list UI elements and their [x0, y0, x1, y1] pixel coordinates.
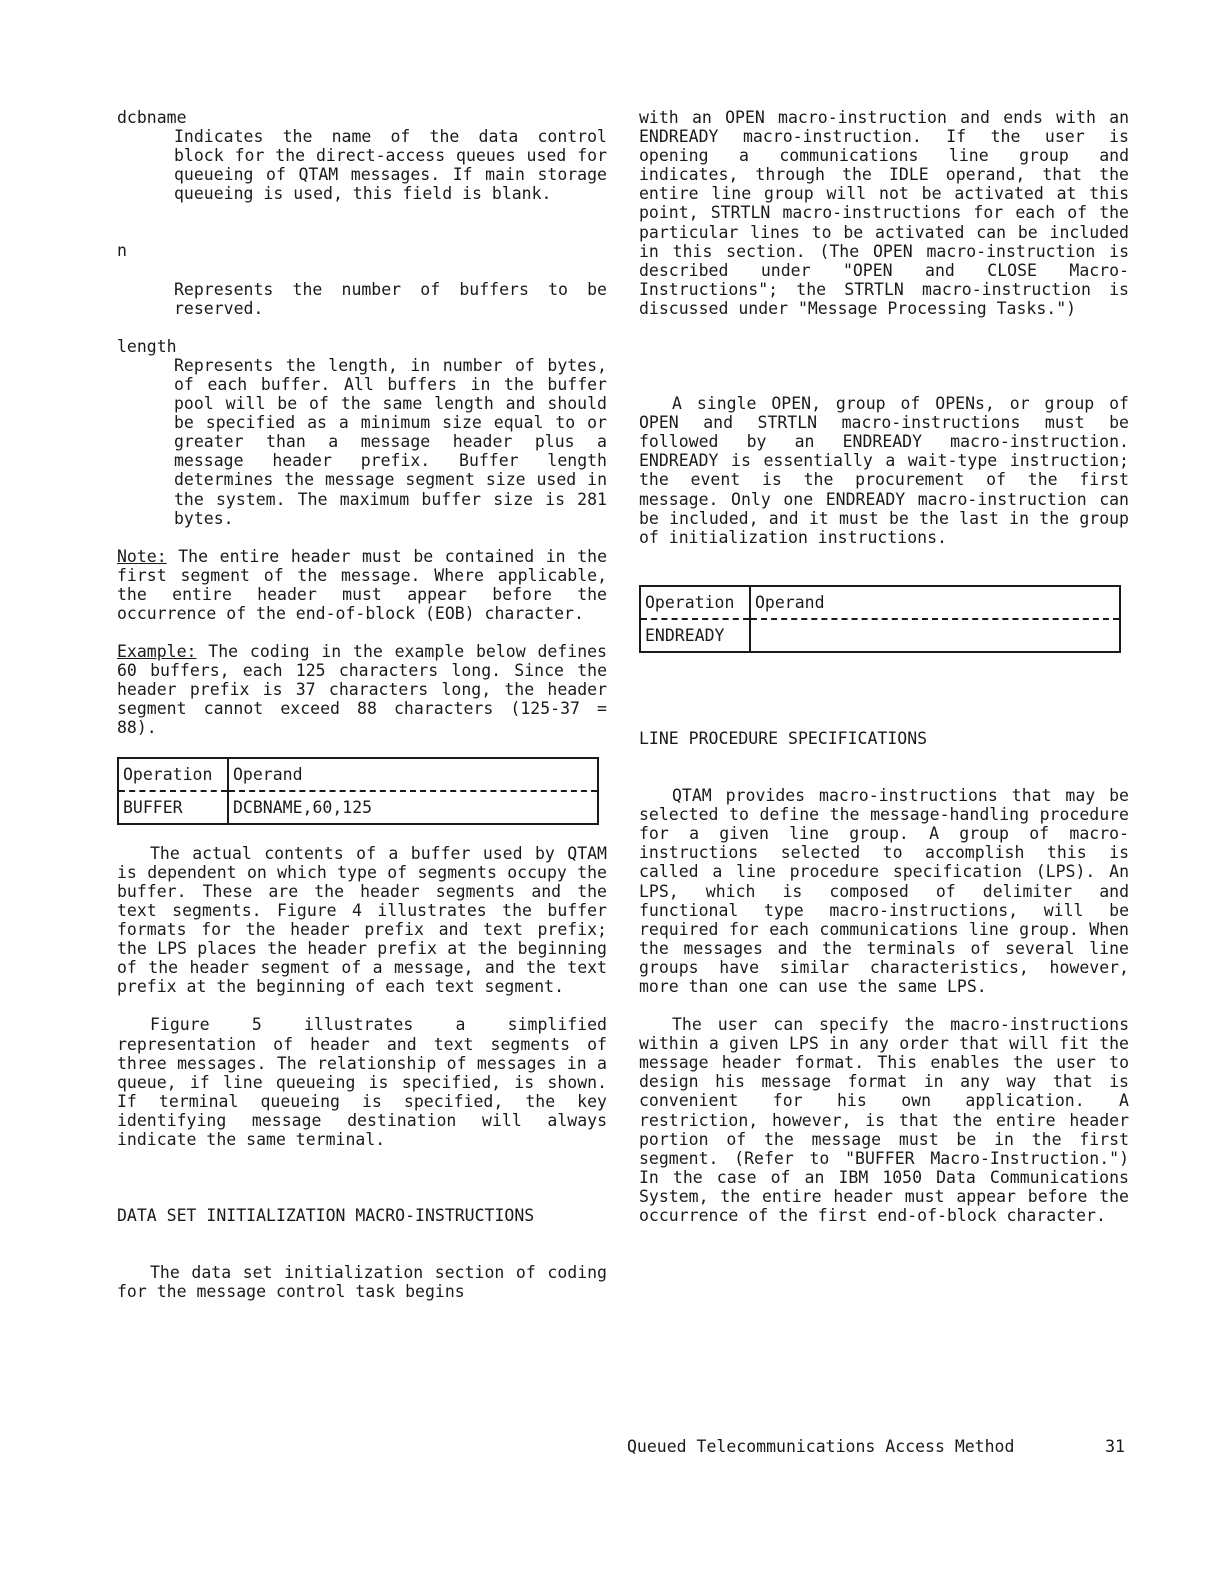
right-column [639, 108, 1129, 1225]
section-heading-data-set-initialization: DATA SET INITIALIZATION MACRO-INSTRUCTIONS [117, 1206, 535, 1226]
example-label: Example: [117, 642, 197, 662]
table-cell-operation: ENDREADY [645, 625, 725, 645]
table-cell-operand [750, 619, 1120, 652]
table-header-operation: Operation [640, 586, 750, 619]
buffer-table [117, 757, 599, 825]
left-column [117, 108, 607, 1301]
note-text: The entire header must be contained in the first segment of the message. Where applicable, the entire header must appear before the occurrence of the end-of-block (EOB) character. [117, 546, 607, 623]
paragraph-open-endready: with an OPEN macro-instruction and ends with an ENDREADY macro-instruction. If the user is opening a communications line group and indicates, through the IDLE operand, that the entire line group will not be activated at this point, STRTLN macro-instructions for each of the particular lines to be activated can be included in this section. (The OPEN macro-instruction is described under "OPEN and CLOSE Macro-Instructions"; the STRTLN macro-instruction is discussed under "Message Processing Tasks.") [639, 108, 1129, 318]
note-paragraph [117, 547, 607, 623]
example-text: The coding in the example below defines 60 buffers, each 125 characters long. Since the header prefix is 37 characters long, the header segment cannot exceed 88 characters (125-37 = 88). [117, 642, 607, 738]
paragraph-data-set-initialization: The data set initialization section of coding for the message control task begins [117, 1263, 607, 1302]
table-header-operation: Operation [118, 758, 228, 791]
definition-length: Represents the length, in number of bytes, of each buffer. All buffers in the buffer pool will be of the same length and should be specified as a minimum size equal to or greater than a message header plus a message header prefix. Buffer length determines the message segment size used in the system. The maximum buffer size is 281 bytes. [174, 355, 607, 528]
paragraph-buffer-contents: The actual contents of a buffer used by QTAM is dependent on which type of segments occupy the buffer. These are the header segments and the text segments. Figure 4 illustrates the buffer formats for the header prefix and text prefix; the LPS places the header prefix at the beginning of the header segment of a message, and the text prefix at the beginning of each text segment. [117, 843, 607, 997]
table-header-operand: Operand [228, 758, 598, 791]
paragraph-user-specify: The user can specify the macro-instructions within a given LPS in any order that will fit the message header format. This enables the user to design his message format in any way that is convenient for his own application. A restriction, however, is that the entire header portion of the message must be in the first segment. (Refer to "BUFFER Macro-Instruction.") In the case of an IBM 1050 Data Communications System, the entire header must appear before the occurrence of the first end-of-block character. [639, 1015, 1129, 1226]
footer-title: Queued Telecommunications Access Method [627, 1437, 1015, 1456]
example-paragraph [117, 642, 607, 737]
term-dcbname: dcbname [117, 108, 187, 127]
term-n: n [117, 241, 127, 261]
section-heading-line-procedure: LINE PROCEDURE SPECIFICATIONS [639, 728, 928, 748]
definition-dcbname: Indicates the name of the data control block for the direct-access queues used for queueing of QTAM messages. If main storage queueing is used, this field is blank. [174, 127, 607, 204]
definition-n: Represents the number of buffers to be reserved. [174, 279, 607, 318]
page-footer [627, 1437, 1125, 1456]
page-number: 31 [1105, 1437, 1125, 1456]
term-length: length [117, 336, 177, 356]
table-cell-operand: DCBNAME,60,125 [228, 791, 598, 824]
paragraph-figure-5: Figure 5 illustrates a simplified representation of header and text segments of three messages. The relationship of messages in a queue, if line queueing is specified, is shown. If terminal queueing is specified, the key identifying message destination will always indicate the same terminal. [117, 1015, 607, 1150]
note-label: Note: [117, 546, 167, 566]
paragraph-single-open: A single OPEN, group of OPENs, or group of OPEN and STRTLN macro-instructions must be followed by an ENDREADY macro-instruction. ENDREADY is essentially a wait-type instruction; the event is the procurement of the first message. Only one ENDREADY macro-instruction can be included, and it must be the last in the group of initialization instructions. [639, 394, 1129, 547]
table-cell-operation: BUFFER [123, 797, 183, 817]
paragraph-qtam-macro: QTAM provides macro-instructions that may be selected to define the message-handling procedure for a given line group. A group of macro-instructions selected to accomplish this is called a line procedure specification (LPS). An LPS, which is composed of delimiter and functional type macro-instructions, will be required for each communications line group. When the messages and the terminals of several line groups have similar characteristics, however, more than one can use the same LPS. [639, 786, 1129, 996]
table-header-operand: Operand [750, 586, 1120, 619]
endready-table [639, 585, 1121, 653]
